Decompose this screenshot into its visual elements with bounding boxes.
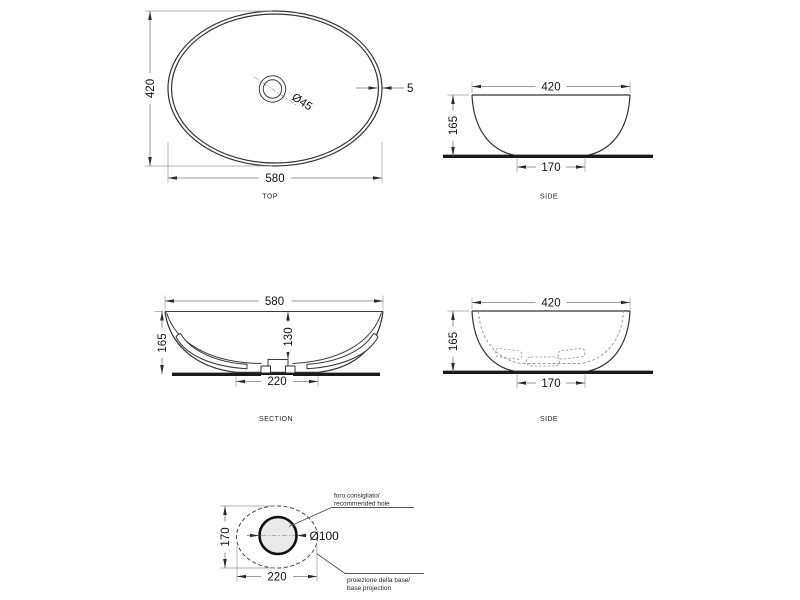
section-view-label: SECTION [259,416,293,423]
side-view-top [443,81,653,201]
wall-slot-left [176,334,247,369]
hole-note-line2: recommended hole [334,500,390,508]
hole-note-line1: foro consigliato/ [334,492,380,500]
dim-section-height: 165 [157,333,169,353]
dim-top-rim: 5 [407,83,414,95]
dim-side-mid-width: 420 [541,297,561,310]
dim-bottom-height: 170 [220,527,232,547]
top-view-extension-lines [145,11,382,183]
dim-side-mid-base: 170 [541,378,561,390]
dim-top-height: 420 [145,78,157,99]
mounting-hook-left [261,366,271,373]
dim-hole-diameter: Ø100 [309,529,339,543]
section-outer-wall [165,312,383,373]
base-note-line2: base projection [347,585,392,592]
dim-section-base: 220 [267,376,287,389]
dim-side-top-width: 420 [541,81,561,94]
section-view [155,295,384,424]
top-view [144,11,413,201]
base-note-line1: proiezione della base/ [347,577,411,584]
side-mid-view-label: SIDE [540,416,558,423]
side-top-view-label: SIDE [540,193,558,201]
dim-section-depth: 130 [283,327,295,347]
drain-platform [268,360,288,367]
wall-slot-right [307,334,378,369]
base-note-leader [317,554,425,574]
dim-section-width: 580 [264,296,285,308]
mounting-hook-right [286,366,296,373]
bowl-outline [472,95,630,156]
basin-outer-rim [168,11,382,166]
basin-inner-rim [172,14,379,163]
base-projection-view [219,493,424,593]
dim-side-mid-height: 165 [448,331,460,352]
top-view-label: TOP [262,193,278,201]
section-inner-wall-right [293,313,382,364]
side-view-mid [443,297,653,424]
dim-top-width: 580 [265,173,285,185]
dim-top-drain: Ø45 [289,91,315,114]
dim-bottom-width: 220 [267,571,287,584]
hidden-inner-wall [479,311,624,364]
bowl-outline [472,311,630,372]
dim-side-top-height: 165 [448,115,460,136]
dim-side-top-base: 170 [541,162,561,174]
